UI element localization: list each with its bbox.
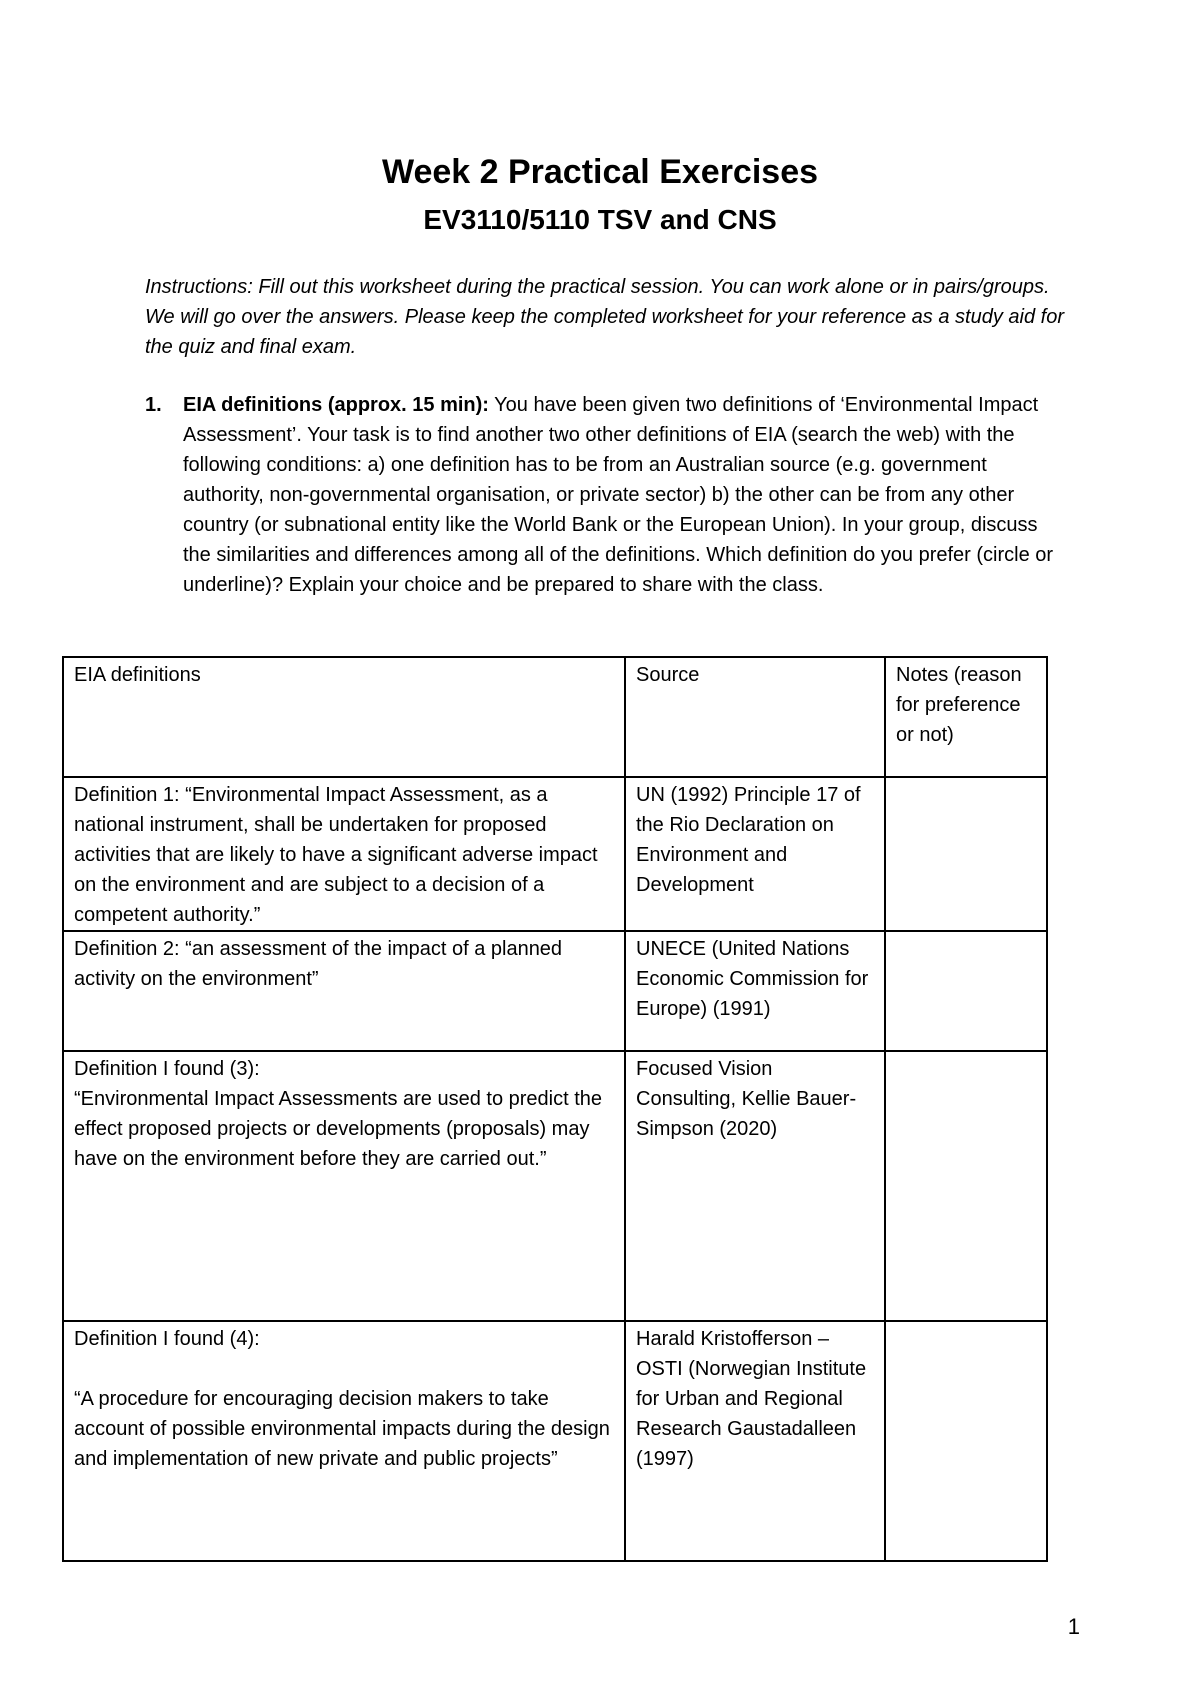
question-number: 1. bbox=[145, 394, 162, 416]
definition-text: “Environmental Impact Assessments are used to predict the effect proposed projects or developments (proposals) may have on the environment before they are carried out.” bbox=[74, 1088, 603, 1170]
eia-definitions-table bbox=[62, 656, 1048, 1562]
table-row bbox=[63, 777, 1047, 931]
source-cell: UN (1992) Principle 17 of the Rio Declaration on Environment and Development bbox=[625, 777, 885, 931]
definition-label: Definition I found (4): bbox=[74, 1328, 260, 1350]
notes-cell[interactable] bbox=[885, 1051, 1047, 1321]
definition-cell bbox=[63, 1321, 625, 1561]
definition-text: “A procedure for encouraging decision makers to take account of possible environmental impacts during the design and implementation of new private and public projects” bbox=[74, 1388, 610, 1470]
header-notes: Notes (reason for preference or not) bbox=[885, 657, 1047, 777]
header-source: Source bbox=[625, 657, 885, 777]
table-row bbox=[63, 1051, 1047, 1321]
blank-line bbox=[74, 1354, 614, 1384]
source-cell: Harald Kristofferson – OSTI (Norwegian Institute for Urban and Regional Research Gaustadalleen (1997) bbox=[625, 1321, 885, 1561]
header-definitions: EIA definitions bbox=[63, 657, 625, 777]
definition-cell bbox=[63, 1051, 625, 1321]
page-number: 1 bbox=[1067, 1614, 1080, 1639]
definition-label: Definition I found (3): bbox=[74, 1058, 260, 1080]
page-title: Week 2 Practical Exercises bbox=[381, 153, 819, 191]
table-header-row bbox=[63, 657, 1047, 777]
table-row bbox=[63, 931, 1047, 1051]
question-body bbox=[183, 390, 1067, 600]
source-cell: Focused Vision Consulting, Kellie Bauer-Simpson (2020) bbox=[625, 1051, 885, 1321]
definition-cell: Definition 1: “Environmental Impact Assessment, as a national instrument, shall be undertaken for proposed activities that are likely to have a significant adverse impact on the environment and are subject to a decision of a competent authority.” bbox=[63, 777, 625, 931]
instructions-text: Instructions: Fill out this worksheet during the practical session. You can work alone or in pairs/groups. We will go over the answers. Please keep the completed worksheet for your reference as a study aid for the quiz and final exam. bbox=[145, 276, 1064, 358]
notes-cell[interactable] bbox=[885, 931, 1047, 1051]
course-subtitle: EV3110/5110 TSV and CNS bbox=[423, 204, 777, 235]
question-text: You have been given two definitions of ‘Environmental Impact Assessment’. Your task is to find another two other definitions of EIA (search the web) with the following conditions: a) one definition has to be from an Australian source (e.g. government authority, non-governmental organisation, or private sector) b) the other can be from any other country (or subnational entity like the World Bank or the European Union). In your group, discuss the similarities and differences among all of the definitions. Which definition do you prefer (circle or underline)? Explain your choice and be prepared to share with the class. bbox=[183, 394, 1054, 596]
definition-cell: Definition 2: “an assessment of the impact of a planned activity on the environment” bbox=[63, 931, 625, 1051]
source-cell: UNECE (United Nations Economic Commission for Europe) (1991) bbox=[625, 931, 885, 1051]
question-lead: EIA definitions (approx. 15 min): bbox=[183, 394, 489, 416]
table-row bbox=[63, 1321, 1047, 1561]
notes-cell[interactable] bbox=[885, 777, 1047, 931]
question-1 bbox=[145, 390, 1067, 600]
notes-cell[interactable] bbox=[885, 1321, 1047, 1561]
